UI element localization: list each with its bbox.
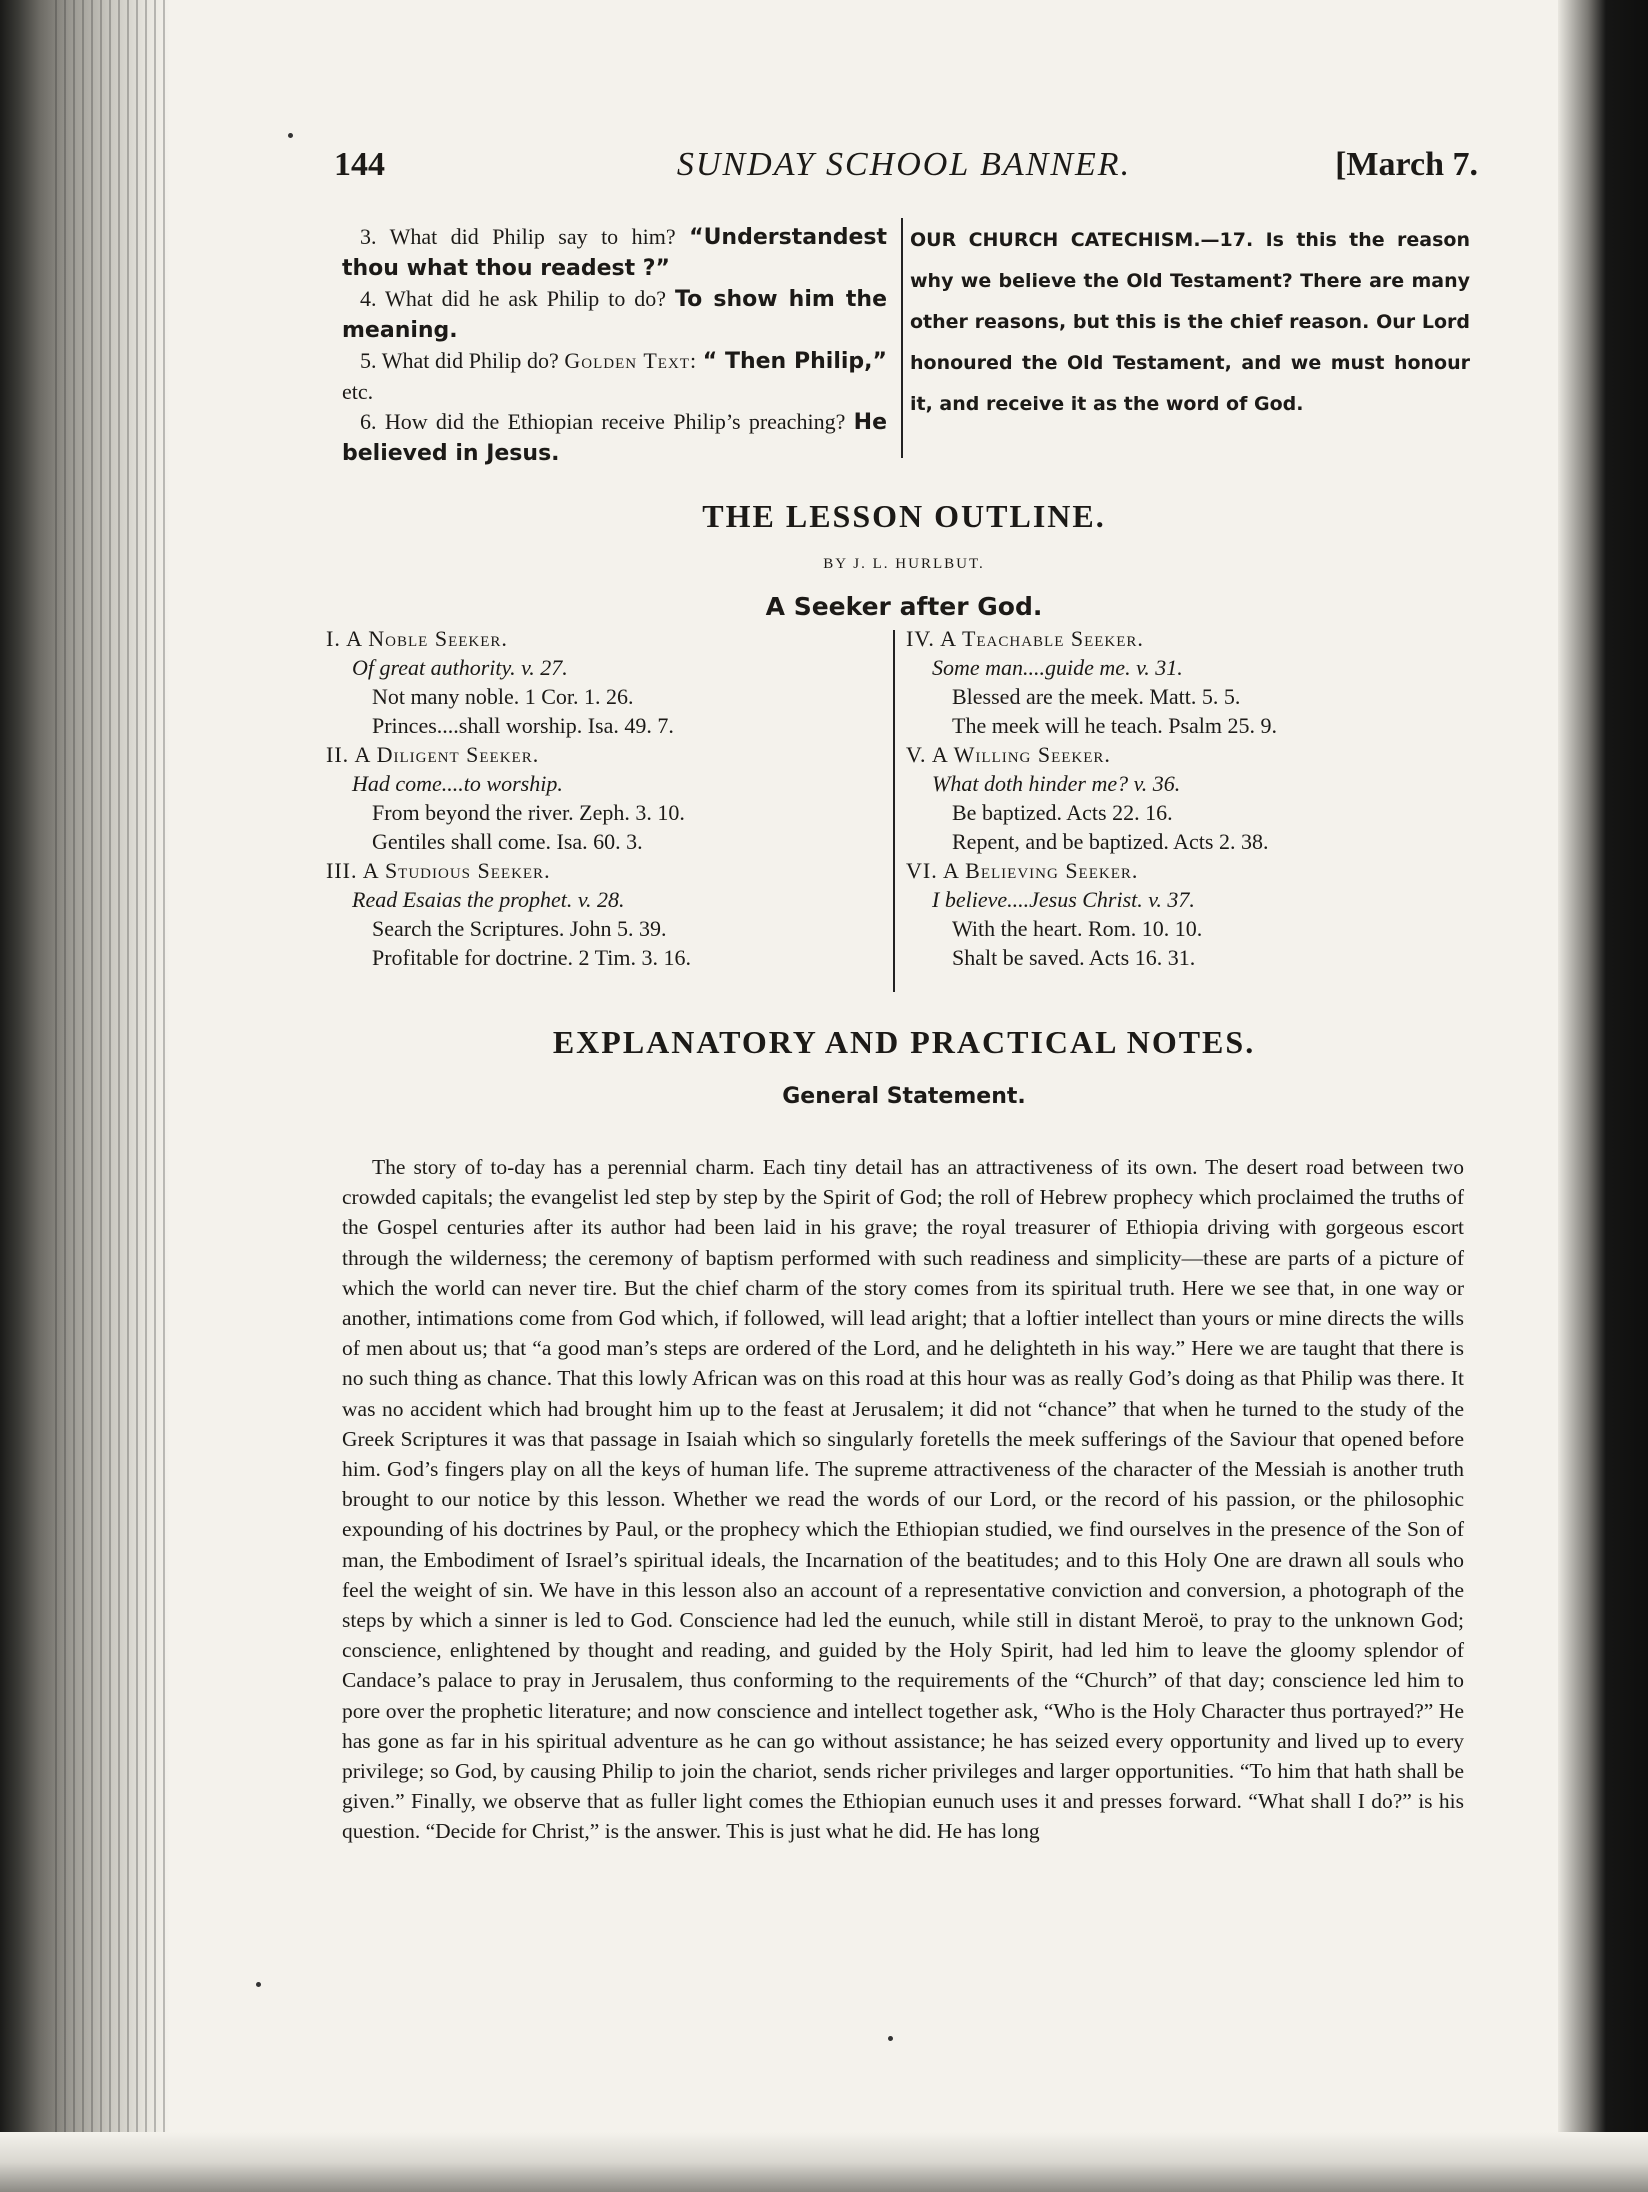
running-title: SUNDAY SCHOOL BANNER. — [676, 146, 1132, 183]
church-catechism: OUR CHURCH CATECHISM.—17. Is this the reason why we believe the Old Testament? There are many other reasons, but this is the chief reason. Our Lord honoured the Old Testament, and we must honour it, and receive it as the word of God. — [910, 229, 1470, 415]
section-heading: II. A Diligent Seeker. — [326, 742, 540, 767]
outline-section — [326, 856, 886, 972]
lesson-questions — [342, 222, 887, 469]
scripture-reference: The meek will he teach. Psalm 25. 9. — [952, 713, 1278, 738]
section-lead: Had come....to worship. — [352, 771, 563, 796]
scan-speck — [888, 2036, 893, 2041]
column-divider — [901, 218, 903, 458]
page-edges-stack — [55, 0, 165, 2192]
outline-byline: BY J. L. HURLBUT. — [823, 556, 985, 572]
section-heading: I. A Noble Seeker. — [326, 626, 508, 651]
question-item: 5. What did Philip do? Golden Text: “ Then Philip,” etc. — [342, 348, 887, 404]
scripture-reference: Not many noble. 1 Cor. 1. 26. — [372, 684, 634, 709]
question-item: 4. What did he ask Philip to do? To show him the meaning. — [342, 286, 887, 343]
column-divider — [893, 630, 895, 992]
question-item: 3. What did Philip say to him? “Understandest thou what thou readest ?” — [342, 224, 888, 281]
outline-subtitle: A Seeker after God. — [765, 592, 1043, 621]
scripture-reference: Gentiles shall come. Isa. 60. 3. — [372, 829, 643, 854]
running-date: [March 7. — [1335, 146, 1478, 183]
outline-title: THE LESSON OUTLINE. — [702, 498, 1106, 534]
outline-section — [906, 624, 1486, 740]
question-item: 6. How did the Ethiopian receive Philip’s preaching? He believed in Jesus. — [342, 409, 887, 466]
section-heading: VI. A Believing Seeker. — [906, 858, 1139, 883]
outline-section — [906, 856, 1486, 972]
notes-title: EXPLANATORY AND PRACTICAL NOTES. — [552, 1024, 1256, 1060]
outline-column-left — [326, 624, 886, 972]
scripture-reference: Profitable for doctrine. 2 Tim. 3. 16. — [372, 945, 691, 970]
scan-right-edge — [1558, 0, 1648, 2192]
outline-section — [906, 740, 1486, 856]
scripture-reference: With the heart. Rom. 10. 10. — [952, 916, 1203, 941]
scripture-reference: Repent, and be baptized. Acts 2. 38. — [952, 829, 1269, 854]
scan-bottom-edge — [0, 2132, 1648, 2192]
section-lead: Some man....guide me. v. 31. — [932, 655, 1183, 680]
page-number: 144 — [334, 146, 385, 183]
scripture-reference: Search the Scriptures. John 5. 39. — [372, 916, 667, 941]
section-heading: III. A Studious Seeker. — [326, 858, 551, 883]
scan-speck — [256, 1982, 261, 1987]
scripture-reference: Princes....shall worship. Isa. 49. 7. — [372, 713, 674, 738]
section-lead: Of great authority. v. 27. — [352, 655, 568, 680]
outline-column-right — [906, 624, 1486, 972]
scripture-reference: Shalt be saved. Acts 16. 31. — [952, 945, 1196, 970]
page-header — [330, 142, 1478, 192]
scripture-reference: Be baptized. Acts 22. 16. — [952, 800, 1173, 825]
scripture-reference: Blessed are the meek. Matt. 5. 5. — [952, 684, 1241, 709]
section-title: General Statement. — [782, 1084, 1026, 1109]
section-lead: Read Esaias the prophet. v. 28. — [352, 887, 625, 912]
outline-section — [326, 624, 886, 740]
scripture-reference: From beyond the river. Zeph. 3. 10. — [372, 800, 685, 825]
general-statement-body: The story of to-day has a perennial charm. Each tiny detail has an attractiveness of its own. The desert road between two crowded capitals; the evangelist led step by step by the Spirit of God; the roll of Hebrew prophecy which proclaimed the truths of the Gospel centuries after its author had been laid in his grave; the royal treasurer of Ethiopia driving with gorgeous escort through the wilderness; the ceremony of baptism performed with such readiness and simplicity—these are parts of a picture of which the world can never tire. But the chief charm of the story comes from its spiritual truth. Here we see that, in one way or another, intimations come from God which, if followed, will lead aright; that a loftier intellect than yours or mine directs the wills of men about us; that “a good man’s steps are ordered of the Lord, and he delighteth in his way.” Here we are taught that there is no such thing as chance. That this lowly African was on this road at this hour was as really God’s doing as that Philip was there. It was no accident which had brought him up to the feast at Jerusalem; it did not “chance” that when he turned to the study of the Greek Scriptures it was that passage in Isaiah which so singularly foretells the meek sufferings of the Saviour that opened before him. God’s fingers play on all the keys of human life. The supreme attractiveness of the character of the Messiah is another truth brought to our notice by this lesson. Whether we read the words of our Lord, or the record of his passion, or the philosophic expounding of his doctrines by Paul, or the prophecy which the Ethiopian studied, we find ourselves in the presence of the Son of man, the Embodiment of Israel’s spiritual ideals, the Incarnation of the beatitudes; and to this Holy One are drawn all souls who feel the weight of sin. We have in this lesson also an account of a representative conviction and conversion, a photograph of the steps by which a sinner is led to God. Conscience had led the eunuch, while still in distant Meroë, to pray to the unknown God; conscience, enlightened by thought and reading, and guided by the Holy Spirit, had led him to leave the gloomy splendor of Candace’s palace to pray in Jerusalem, thus conforming to the requirements of the “Church” of that day; conscience led him to pore over the prophetic literature; and now conscience and intellect together ask, “Who is the Holy Character thus portrayed?” He has gone as far in his spiritual adventure as he can go without assistance; he has seized every opportunity and lived up to every privilege; so God, by causing Philip to join the chariot, sends richer privileges and larger opportunities. “To him that hath shall be given.” Finally, we observe that as fuller light comes the Ethiopian eunuch uses it and presses forward. “What shall I do?” is his question. “Decide for Christ,” is the answer. This is just what he did. He has long — [342, 1155, 1464, 1844]
section-heading: V. A Willing Seeker. — [906, 742, 1111, 767]
scan-speck — [288, 133, 293, 138]
outline-section — [326, 740, 886, 856]
section-lead: What doth hinder me? v. 36. — [932, 771, 1181, 796]
section-lead: I believe....Jesus Christ. v. 37. — [932, 887, 1195, 912]
section-heading: IV. A Teachable Seeker. — [906, 626, 1144, 651]
